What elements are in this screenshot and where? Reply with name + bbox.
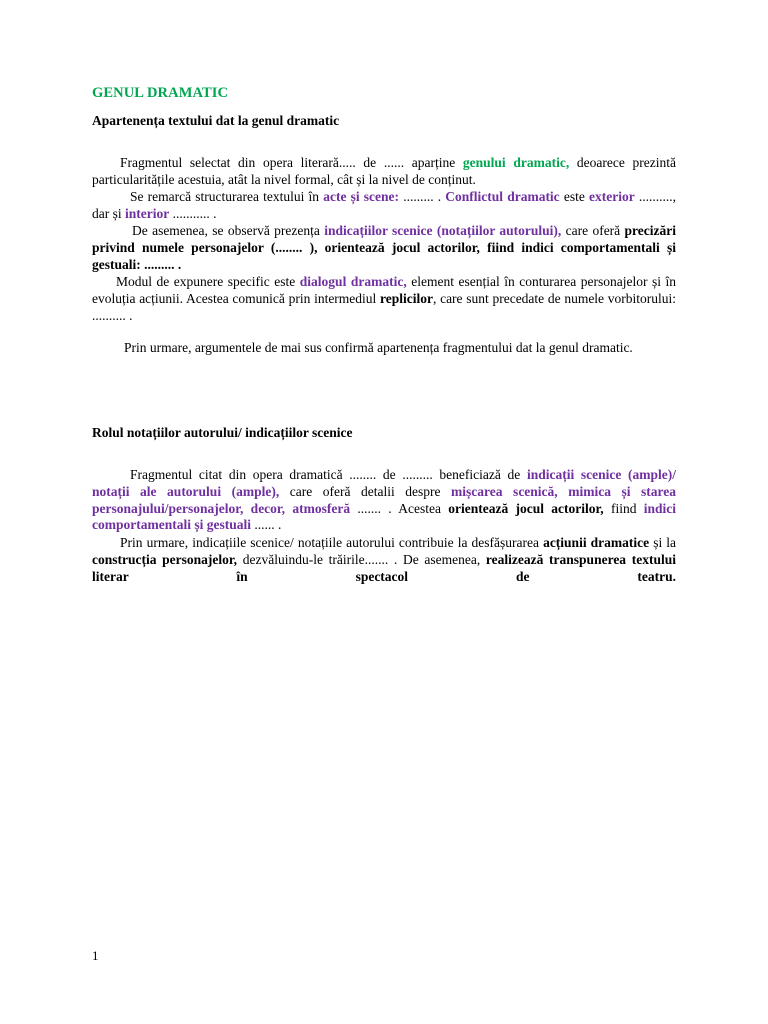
text: element esențial în conturarea personajelor și în evoluția acțiunii. Acestea comunică prin intermediul (92, 274, 676, 306)
highlight-dialogul: dialogul dramatic, (299, 274, 407, 289)
text: Modul de expunere specific este (116, 274, 300, 289)
paragraph-rolul (92, 467, 676, 534)
highlight-exterior: exterior (589, 189, 635, 204)
bold-constructia: construcția personajelor, (92, 551, 238, 567)
bold-replicilor: replicilor (380, 290, 433, 306)
text: Se remarcă structurarea textului în (130, 189, 324, 204)
section-heading-apartenenta: Apartenența textului dat la genul dramatic (92, 113, 340, 128)
text: ......... . (399, 189, 446, 204)
highlight-genul-dramatic: genului dramatic, (462, 155, 570, 170)
section-heading-rolul: Rolul notațiilor autorului/ indicațiilor scenice (92, 425, 353, 440)
page-number: 1 (92, 948, 99, 963)
text: dezvăluindu-le trăirile....... . De asemenea, (237, 551, 486, 567)
bold-transpunerea: realizează transpunerea textului literar în spectacol de teatru. (92, 551, 676, 584)
highlight-conflictul: Conflictul dramatic (445, 189, 560, 204)
text: deoarece prezintă particularitățile acestuia, atât la nivel formal, cât și la nivel de conținut. (92, 155, 676, 187)
text: Fragmentul selectat din opera literară..... de ...... aparține (120, 155, 463, 170)
text: ...... . (250, 517, 282, 533)
text: , care sunt precedate de numele vorbitorului: .......... . (92, 290, 676, 323)
bold-actiunii: acțiunii dramatice (543, 535, 650, 550)
text: care oferă detalii despre (279, 483, 452, 499)
highlight-indici: indici comportamentali și gestuali (92, 500, 677, 533)
highlight-acte-scene: acte și scene: (323, 189, 400, 204)
text: ....... . Acestea (350, 500, 449, 516)
bold-orienteaza: orientează jocul actorilor, (448, 500, 604, 516)
highlight-interior: interior (125, 205, 170, 221)
highlight-indicatii-ample: indicații scenice (ample)/ notații ale autorului (ample), (92, 467, 677, 499)
paragraph-indicatii (92, 223, 676, 273)
text: Prin urmare, indicațiile scenice/ notațiile autorului contribuie la desfășurarea (120, 535, 544, 550)
text: De asemenea, se observă prezența (132, 223, 325, 238)
paragraph-structure (92, 189, 676, 223)
highlight-miscarea: mișcarea scenică, mimica și starea personajului/personajelor, decor, atmosferă (92, 483, 676, 516)
bold-precizari: precizări privind numele personajelor (........ ), orientează jocul actorilor, fiind indici comportamentali și gestuali: ......... . (92, 223, 676, 272)
document-title: GENUL DRAMATIC (92, 85, 229, 101)
text: fiind (603, 500, 644, 516)
text: .........., dar și (92, 189, 677, 221)
paragraph-conclusion: Prin urmare, argumentele de mai sus confirmă apartenența fragmentului dat la genul dramatic. (124, 340, 633, 355)
text: care oferă (561, 223, 625, 238)
text: ........... . (169, 205, 217, 221)
highlight-indicatii: indicațiilor scenice (notațiilor autorului), (324, 223, 562, 238)
paragraph-intro (92, 155, 676, 189)
paragraph-dialog (92, 274, 676, 324)
text: este (559, 189, 589, 204)
paragraph-rolul-conclusion (92, 535, 676, 585)
text: și la (649, 535, 677, 550)
text: Fragmentul citat din opera dramatică ........ de ......... beneficiază de (130, 467, 527, 482)
